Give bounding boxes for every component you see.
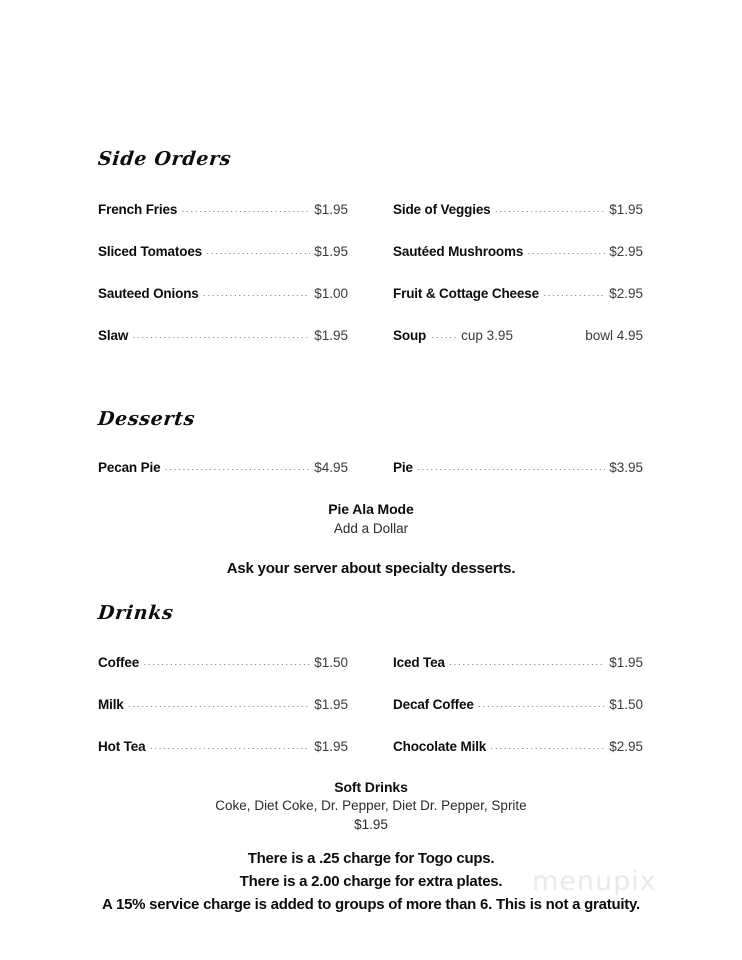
soup-cup-price: cup 3.95 bbox=[461, 328, 513, 343]
item-price: $1.95 bbox=[314, 202, 348, 217]
specialty-desserts-note: Ask your server about specialty desserts. bbox=[226, 560, 516, 577]
item-label: Hot Tea bbox=[98, 739, 146, 754]
footer-note-service-charge: A 15% service charge is added to groups of more than 6. This is not a gratuity. bbox=[102, 896, 640, 913]
item-price: $1.50 bbox=[609, 697, 643, 712]
item-price: $1.00 bbox=[314, 286, 348, 301]
item-label: Milk bbox=[98, 697, 124, 712]
menu-item-soup[interactable] bbox=[393, 328, 643, 343]
dot-leader bbox=[478, 706, 605, 707]
menu-item-sauteed-mushrooms[interactable] bbox=[393, 244, 643, 259]
dot-leader bbox=[417, 469, 605, 470]
menu-item-hot-tea[interactable] bbox=[98, 739, 348, 754]
dot-leader bbox=[495, 211, 606, 212]
menu-item-coffee[interactable] bbox=[98, 655, 348, 670]
dot-leader bbox=[128, 706, 311, 707]
menu-item-iced-tea[interactable] bbox=[393, 655, 643, 670]
item-price: $3.95 bbox=[609, 460, 643, 475]
section-heading-drinks: Drinks bbox=[96, 602, 175, 624]
soft-drinks-list: Coke, Diet Coke, Dr. Pepper, Diet Dr. Pepper, Sprite bbox=[215, 798, 527, 813]
footer-note-extra-plates: There is a 2.00 charge for extra plates. bbox=[239, 873, 503, 890]
dot-leader bbox=[203, 295, 311, 296]
item-label: Coffee bbox=[98, 655, 140, 670]
dot-leader bbox=[449, 664, 605, 665]
menu-item-fruit-cottage-cheese[interactable] bbox=[393, 286, 643, 301]
item-price: $1.95 bbox=[314, 697, 348, 712]
item-label: Chocolate Milk bbox=[393, 739, 487, 754]
menu-item-french-fries[interactable] bbox=[98, 202, 348, 217]
item-price: $1.50 bbox=[314, 655, 348, 670]
dot-leader bbox=[431, 337, 457, 338]
item-price: $1.95 bbox=[609, 202, 643, 217]
menu-item-pecan-pie[interactable] bbox=[98, 460, 348, 475]
section-heading-desserts: Desserts bbox=[96, 408, 197, 430]
dot-leader bbox=[164, 469, 310, 470]
item-price: $1.95 bbox=[609, 655, 643, 670]
dot-leader bbox=[143, 664, 310, 665]
pie-ala-mode-title: Pie Ala Mode bbox=[328, 501, 414, 517]
menu-item-sauteed-onions[interactable] bbox=[98, 286, 348, 301]
dot-leader bbox=[149, 748, 310, 749]
menu-item-slaw[interactable] bbox=[98, 328, 348, 343]
item-label: Pecan Pie bbox=[98, 460, 161, 475]
menu-item-decaf-coffee[interactable] bbox=[393, 697, 643, 712]
menu-item-chocolate-milk[interactable] bbox=[393, 739, 643, 754]
dot-leader bbox=[181, 211, 310, 212]
item-label: Pie bbox=[393, 460, 413, 475]
soft-drinks-price: $1.95 bbox=[354, 817, 388, 832]
item-price: $1.95 bbox=[314, 739, 348, 754]
dot-leader bbox=[490, 748, 605, 749]
item-price: $2.95 bbox=[609, 286, 643, 301]
soup-bowl-price: bowl 4.95 bbox=[585, 328, 643, 343]
item-label: Fruit & Cottage Cheese bbox=[393, 286, 539, 301]
menu-item-side-of-veggies[interactable] bbox=[393, 202, 643, 217]
item-price: $2.95 bbox=[609, 739, 643, 754]
pie-ala-mode-subtitle: Add a Dollar bbox=[333, 521, 409, 536]
item-price: $4.95 bbox=[314, 460, 348, 475]
menu-item-sliced-tomatoes[interactable] bbox=[98, 244, 348, 259]
item-label: French Fries bbox=[98, 202, 178, 217]
menu-item-milk[interactable] bbox=[98, 697, 348, 712]
item-label: Side of Veggies bbox=[393, 202, 491, 217]
footer-note-togo-cups: There is a .25 charge for Togo cups. bbox=[247, 850, 495, 867]
dot-leader bbox=[132, 337, 310, 338]
item-label: Iced Tea bbox=[393, 655, 445, 670]
item-price: $2.95 bbox=[609, 244, 643, 259]
item-price: $1.95 bbox=[314, 244, 348, 259]
dot-leader bbox=[543, 295, 605, 296]
item-label: Sauteed Onions bbox=[98, 286, 199, 301]
menupix-watermark: menupix bbox=[532, 866, 657, 897]
dot-leader bbox=[527, 253, 605, 254]
item-label: Sautéed Mushrooms bbox=[393, 244, 524, 259]
item-label: Sliced Tomatoes bbox=[98, 244, 203, 259]
menu-item-pie[interactable] bbox=[393, 460, 643, 475]
item-label: Decaf Coffee bbox=[393, 697, 474, 712]
item-price: $1.95 bbox=[314, 328, 348, 343]
item-label: Slaw bbox=[98, 328, 129, 343]
section-heading-side-orders: Side Orders bbox=[96, 148, 233, 170]
dot-leader bbox=[206, 253, 310, 254]
soft-drinks-title: Soft Drinks bbox=[334, 779, 408, 795]
item-label: Soup bbox=[393, 328, 427, 343]
